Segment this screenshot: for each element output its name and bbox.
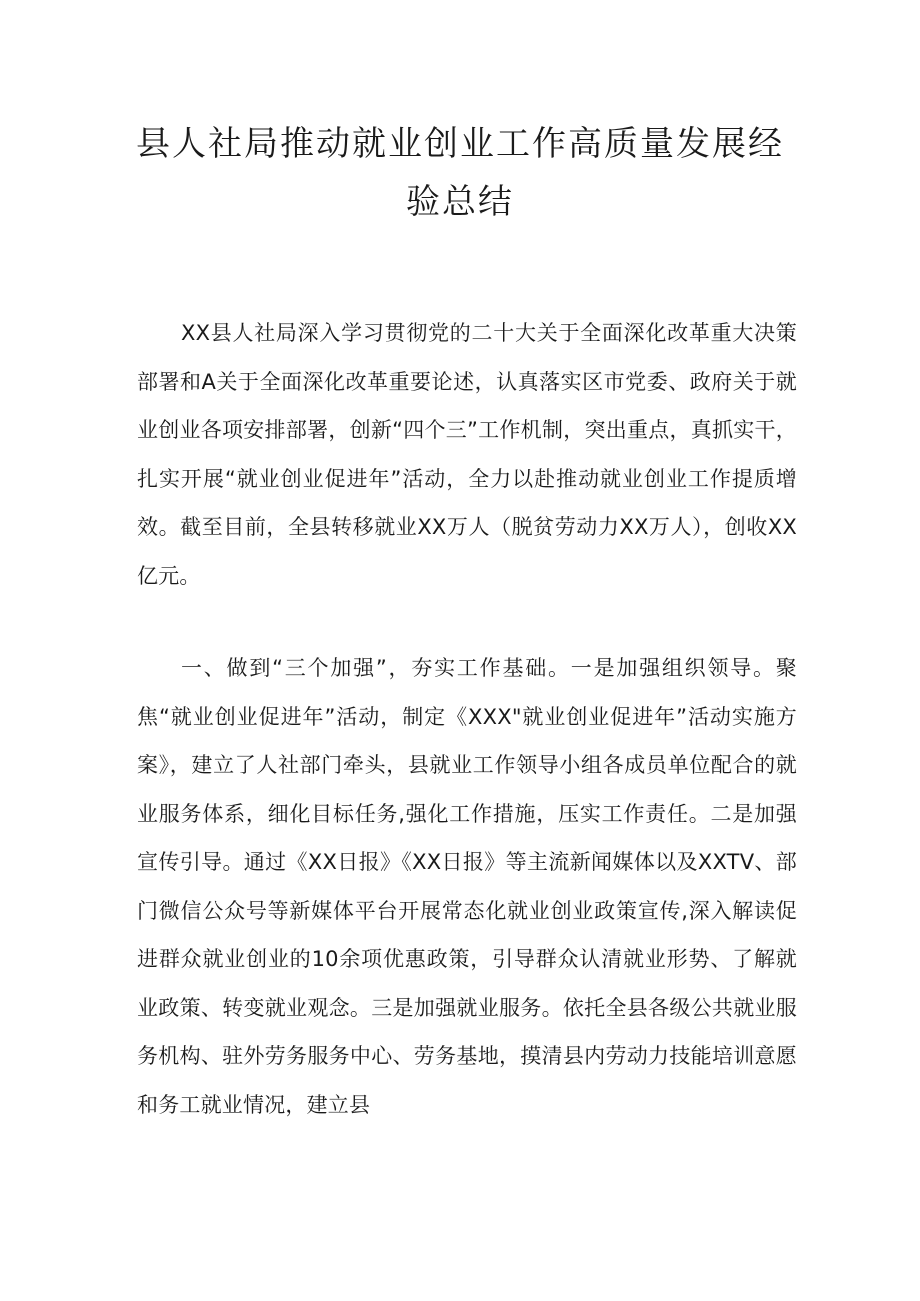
document-title [120, 115, 800, 231]
intro-paragraph: XX县人社局深入学习贯彻党的二十大关于全面深化改革重大决策部署和A关于全面深化改革重要论述，认真落实区市党委、政府关于就业创业各项安排部署，创新“四个三”工作机制，突出重点，真抓实干，扎实开展“就业创业促进年”活动，全力以赴推动就业创业工作提质增效。截至目前，全县转移就业XX万人（脱贫劳动力XX万人），创收XX亿元。 [137, 321, 797, 588]
document-title-line-1: 县人社局推动就业创业工作高质量发展经 [136, 124, 784, 164]
section-one-paragraph: 一、做到“三个加强”，夯实工作基础。一是加强组织领导。聚焦“就业创业促进年”活动，制定《XXX"就业创业促进年”活动实施方案》，建立了人社部门牵头，县就业工作领导小组各成员单位配合的就业服务体系，细化目标任务,强化工作措施，压实工作责任。二是加强宣传引导。通过《XX日报》《XX日报》等主流新闻媒体以及XXTV、部门微信公众号等新媒体平台开展常态化就业创业政策宣传,深入解读促进群众就业创业的10余项优惠政策，引导群众认清就业形势、了解就业政策、转变就业观念。三是加强就业服务。依托全县各级公共就业服务机构、驻外劳务服务中心、劳务基地，摸清县内劳动力技能培训意愿和务工就业情况，建立县 [137, 656, 797, 1117]
document-title-line-2: 验总结 [406, 182, 514, 222]
